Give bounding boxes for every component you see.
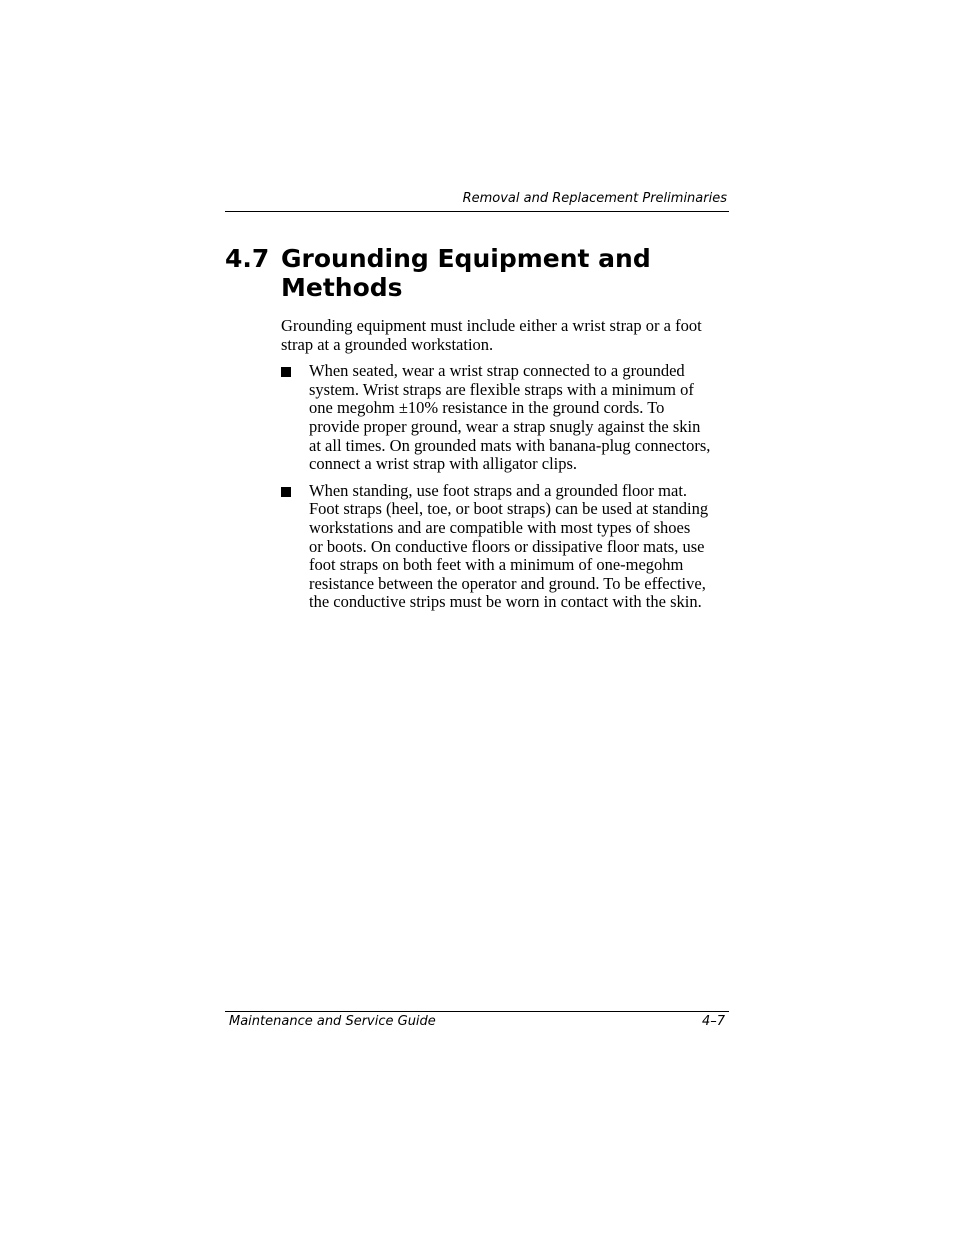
page-number: 4–7 bbox=[701, 1014, 725, 1029]
bullet-line: connect a wrist strap with alligator clips. bbox=[309, 454, 578, 474]
list-item-standing bbox=[281, 482, 729, 612]
header-rule bbox=[225, 211, 729, 212]
bullet-line: Foot straps (heel, toe, or boot straps) can be used at standing bbox=[309, 499, 709, 519]
section-body bbox=[281, 317, 729, 620]
bullet-line: workstations and are compatible with most types of shoes bbox=[309, 517, 691, 537]
intro-paragraph bbox=[281, 317, 729, 354]
bullet-line: When seated, wear a wrist strap connected to a grounded bbox=[309, 361, 685, 381]
section-heading bbox=[225, 244, 725, 302]
section-title-line2: Methods bbox=[281, 273, 403, 302]
list-item-seated bbox=[281, 362, 729, 474]
intro-line: Grounding equipment must include either a wrist strap or a foot bbox=[281, 316, 702, 335]
intro-line: strap at a grounded workstation. bbox=[281, 334, 494, 354]
guide-title: Maintenance and Service Guide bbox=[229, 1014, 436, 1029]
running-footer bbox=[225, 1013, 729, 1031]
square-bullet-icon bbox=[281, 367, 291, 377]
bullet-line: When standing, use foot straps and a grounded floor mat. bbox=[309, 480, 688, 500]
square-bullet-icon bbox=[281, 487, 291, 497]
bullet-line: or boots. On conductive floors or dissipative floor mats, use bbox=[309, 536, 705, 556]
bullet-list bbox=[281, 362, 729, 612]
bullet-line: foot straps on both feet with a minimum of one-megohm bbox=[309, 555, 684, 575]
bullet-line: provide proper ground, wear a strap snugly against the skin bbox=[309, 416, 701, 436]
section-title-line1: Grounding Equipment and bbox=[281, 244, 651, 273]
bullet-line: the conductive strips must be worn in contact with the skin. bbox=[309, 592, 702, 612]
bullet-line: system. Wrist straps are flexible straps with a minimum of bbox=[309, 379, 694, 399]
section-number: 4.7 bbox=[225, 244, 270, 273]
running-header: Removal and Replacement Preliminaries bbox=[462, 191, 727, 206]
bullet-line: one megohm ±10% resistance in the ground cords. To bbox=[309, 398, 665, 418]
bullet-line: at all times. On grounded mats with banana-plug connectors, bbox=[309, 435, 711, 455]
footer-rule bbox=[225, 1011, 729, 1012]
bullet-line: resistance between the operator and ground. To be effective, bbox=[309, 573, 706, 593]
